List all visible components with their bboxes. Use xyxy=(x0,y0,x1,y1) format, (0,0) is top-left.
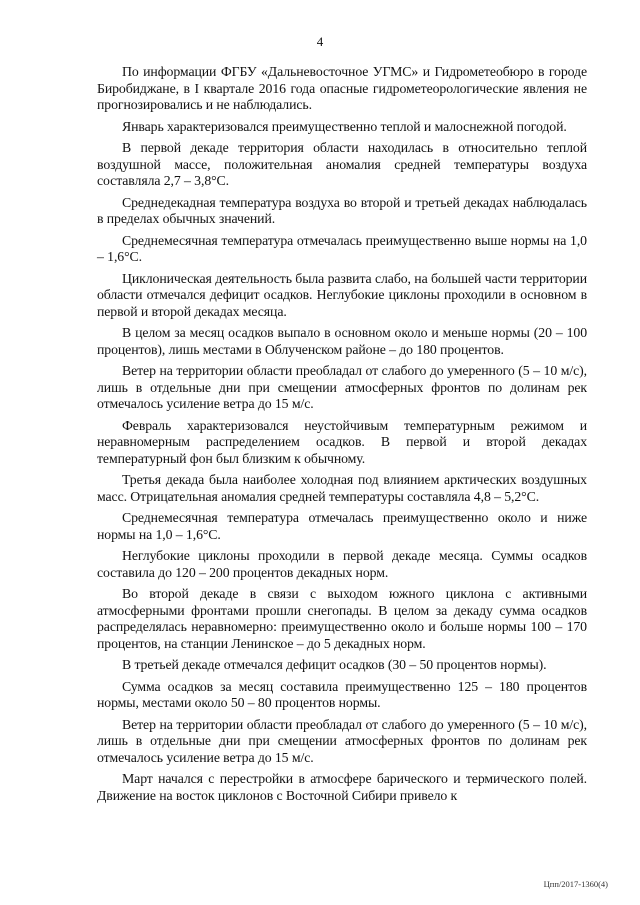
paragraph: Февраль характеризовался неустойчивым температурным режимом и неравномерным распределением осадков. В первой и второй декадах температурный фон был близким к обычному. xyxy=(97,417,587,466)
document-code: Цпп/2017-1360(4) xyxy=(543,879,608,889)
paragraph: В целом за месяц осадков выпало в основном около и меньше нормы (20 – 100 процентов), лишь местами в Облученском районе – до 180 процентов. xyxy=(97,325,587,357)
document-body xyxy=(97,64,587,809)
paragraph: Среднемесячная температура отмечалась преимущественно выше нормы на 1,0 – 1,6°С. xyxy=(97,232,587,264)
paragraph: Ветер на территории области преобладал от слабого до умеренного (5 – 10 м/с), лишь в отдельные дни при смещении атмосферных фронтов по долинам рек отмечалось усиление ветра до 15 м/с. xyxy=(97,363,587,411)
paragraph: Среднемесячная температура отмечалась преимущественно около и ниже нормы на 1,0 – 1,6°С. xyxy=(97,510,587,542)
paragraph: Неглубокие циклоны проходили в первой декаде месяца. Суммы осадков составила до 120 – 200 процентов декадных норм. xyxy=(97,548,587,580)
paragraph: Среднедекадная температура воздуха во второй и третьей декадах наблюдалась в пределах обычных значений. xyxy=(97,194,587,226)
paragraph: По информации ФГБУ «Дальневосточное УГМС» и Гидрометеобюро в городе Биробиджане, в I квартале 2016 года опасные гидрометеорологические явления не прогнозировались и не наблюдались. xyxy=(97,64,587,112)
paragraph: Ветер на территории области преобладал от слабого до умеренного (5 – 10 м/с), лишь в отдельные дни при смещении атмосферных фронтов по долинам рек отмечалось усиление ветра до 15 м/с. xyxy=(97,716,587,765)
paragraph: Циклоническая деятельность была развита слабо, на большей части территории области отмечался дефицит осадков. Неглубокие циклоны проходили в основном в первой и второй декадах месяца. xyxy=(97,270,587,319)
paragraph: Январь характеризовался преимущественно теплой и малоснежной погодой. xyxy=(122,118,567,134)
paragraph: Март начался с перестройки в атмосфере барического и термического полей. Движение на восток циклонов с Восточной Сибири привело к xyxy=(97,771,587,803)
page-number: 4 xyxy=(316,34,324,49)
paragraph: В третьей декаде отмечался дефицит осадков (30 – 50 процентов нормы). xyxy=(122,657,547,672)
paragraph: Во второй декаде в связи с выходом южного циклона с активными атмосферными фронтами прошли снегопады. В целом за декаду сумма осадков распределялась неравномерно: преимущественно около и больше нормы 100 – 170 процентов, на станции Ленинское – до 5 декадных норм. xyxy=(97,586,587,651)
paragraph: В первой декаде территория области находилась в относительно теплой воздушной массе, положительная аномалия средней температуры воздуха составляла 2,7 – 3,8°С. xyxy=(97,140,587,188)
paragraph: Третья декада была наиболее холодная под влиянием арктических воздушных масс. Отрицательная аномалия средней температуры составляла 4,8 – 5,2°С. xyxy=(97,472,587,504)
paragraph: Сумма осадков за месяц составила преимущественно 125 – 180 процентов нормы, местами около 50 – 80 процентов нормы. xyxy=(97,678,587,710)
